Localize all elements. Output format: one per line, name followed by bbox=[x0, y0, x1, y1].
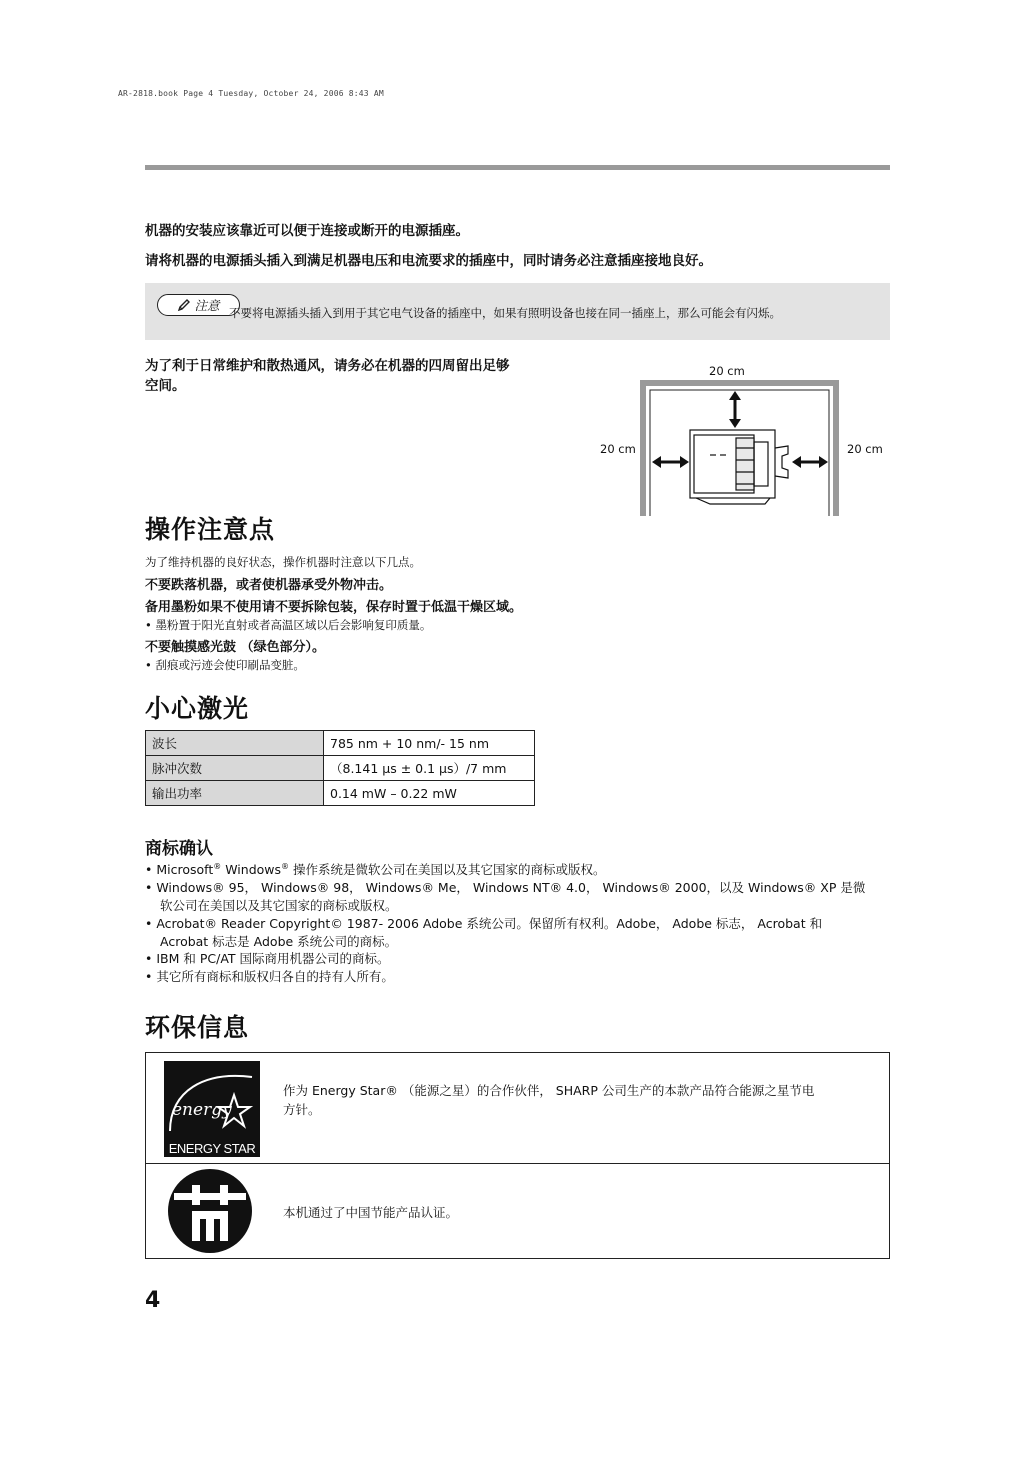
clearance-text-line-2: 空间。 bbox=[145, 378, 186, 394]
operation-intro: 为了维持机器的良好状态，操作机器时注意以下几点。 bbox=[145, 555, 421, 569]
laser-value-pulse: （8.141 μs ± 0.1 μs）/7 mm bbox=[324, 756, 535, 781]
trademark-item-2-line-2: 软公司在美国以及其它国家的商标或版权。 bbox=[160, 898, 398, 913]
energy-star-logo bbox=[164, 1061, 260, 1157]
pencil-icon bbox=[177, 298, 191, 312]
operation-item-2: 备用墨粉如果不使用请不要拆除包装，保存时置于低温干燥区域。 bbox=[145, 600, 523, 615]
trademarks-title: 商标确认 bbox=[145, 839, 213, 859]
energy-star-text-line-1: 作为 Energy Star® （能源之星）的合作伙伴， SHARP 公司生产的本款产品符合能源之星节电 bbox=[283, 1083, 815, 1098]
trademark-item-1-c: 操作系统是微软公司在美国以及其它国家的商标或版权。 bbox=[289, 862, 606, 877]
page-number: 4 bbox=[145, 1288, 161, 1313]
environment-table bbox=[145, 1052, 890, 1259]
dim-top-label: 20 cm bbox=[709, 364, 745, 378]
china-energy-certification-icon bbox=[166, 1167, 254, 1255]
laser-label-wavelength: 波长 bbox=[146, 731, 324, 756]
dim-left-label: 20 cm bbox=[600, 442, 636, 456]
arrow-up-down-icon bbox=[729, 391, 741, 428]
laser-label-pulse: 脉冲次数 bbox=[146, 756, 324, 781]
energy-star-icon bbox=[164, 1061, 260, 1139]
note-text: 不要将电源插头插入到用于其它电气设备的插座中，如果有照明设备也接在同一插座上，那么可能会有闪烁。 bbox=[229, 306, 781, 320]
energy-star-text-line-2: 方针。 bbox=[283, 1102, 321, 1117]
note-box bbox=[145, 283, 890, 340]
laser-value-power: 0.14 mW – 0.22 mW bbox=[324, 781, 535, 806]
operation-title: 操作注意点 bbox=[145, 515, 276, 544]
arrow-left-right-icon bbox=[792, 456, 828, 468]
dim-right-label: 20 cm bbox=[847, 442, 883, 456]
trademark-item-1-a: • Microsoft bbox=[145, 862, 214, 877]
environment-title: 环保信息 bbox=[145, 1013, 250, 1042]
laser-value-wavelength: 785 nm + 10 nm/- 15 nm bbox=[324, 731, 535, 756]
laser-label-power: 输出功率 bbox=[146, 781, 324, 806]
intro-line-1: 机器的安装应该靠近可以便于连接或断开的电源插座。 bbox=[145, 223, 469, 239]
clearance-text-line-1: 为了利于日常维护和散热通风，请务必在机器的四周留出足够 bbox=[145, 358, 510, 374]
intro-line-2: 请将机器的电源插头插入到满足机器电压和电流要求的插座中，同时请务必注意插座接地良好。 bbox=[145, 253, 712, 269]
machine-top-view-icon bbox=[690, 430, 788, 504]
trademark-item-3-line-1: • Acrobat® Reader Copyright© 1987- 2006 Adobe 系统公司。保留所有权利。Adobe， Adobe 标志， Acrobat 和 bbox=[145, 916, 823, 931]
laser-title: 小心激光 bbox=[145, 694, 250, 723]
energy-script-text: energy bbox=[172, 1100, 232, 1120]
table-row bbox=[146, 756, 535, 781]
note-badge bbox=[157, 294, 240, 316]
trademark-item-4: • IBM 和 PC/AT 国际商用机器公司的商标。 bbox=[145, 951, 390, 966]
table-row bbox=[146, 731, 535, 756]
operation-item-3-bullet: • 刮痕或污迹会使印刷品变脏。 bbox=[145, 658, 305, 672]
operation-item-2-bullet: • 墨粉置于阳光直射或者高温区域以后会影响复印质量。 bbox=[145, 618, 432, 632]
operation-item-3: 不要触摸感光鼓 （绿色部分）。 bbox=[145, 640, 326, 655]
trademark-item-1: • Microsoft® Windows® 操作系统是微软公司在美国以及其它国家的商标或版权。 bbox=[145, 861, 606, 877]
table-row bbox=[146, 781, 535, 806]
arrow-left-right-icon bbox=[652, 456, 689, 468]
clearance-diagram bbox=[640, 380, 840, 516]
energy-star-logo-text: ENERGY STAR bbox=[168, 1141, 256, 1156]
trademark-item-3-line-2: Acrobat 标志是 Adobe 系统公司的商标。 bbox=[160, 934, 398, 949]
print-header: AR-2818.book Page 4 Tuesday, October 24, 2006 8:43 AM bbox=[118, 89, 384, 98]
trademark-item-2-line-1: • Windows® 95， Windows® 98， Windows® Me， Windows NT® 4.0， Windows® 2000，以及 Windows® XP 是微 bbox=[145, 880, 866, 895]
operation-item-1: 不要跌落机器，或者使机器承受外物冲击。 bbox=[145, 578, 393, 593]
environment-divider bbox=[146, 1163, 889, 1164]
laser-spec-table bbox=[145, 730, 535, 806]
header-rule bbox=[145, 165, 890, 170]
trademark-item-5: • 其它所有商标和版权归各自的持有人所有。 bbox=[145, 969, 394, 984]
note-badge-label: 注意 bbox=[194, 298, 220, 313]
china-certification-text: 本机通过了中国节能产品认证。 bbox=[283, 1205, 459, 1220]
trademark-item-1-b: Windows bbox=[221, 862, 282, 877]
